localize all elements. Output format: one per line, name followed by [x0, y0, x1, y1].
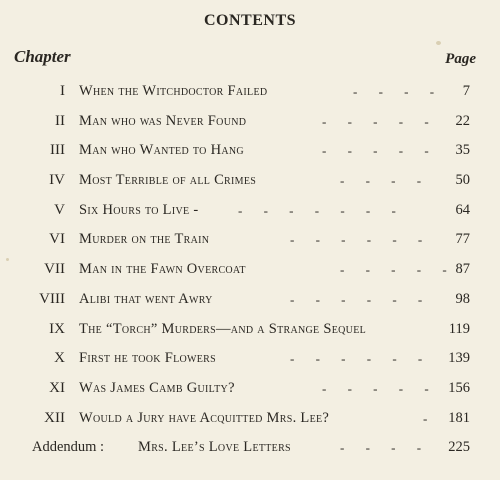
page-number: 35 [455, 142, 470, 159]
chapter-number: X [54, 350, 65, 367]
page-column-header: Page [445, 51, 476, 67]
contents-entry [0, 166, 500, 196]
chapter-title: Six Hours to Live - [79, 201, 199, 218]
chapter-number: I [60, 83, 65, 99]
chapter-title: Was James Camb Guilty? [79, 379, 235, 396]
contents-list [0, 77, 500, 463]
chapter-title: Man who Wanted to Hang [79, 142, 244, 159]
chapter-title: Man in the Fawn Overcoat [79, 261, 246, 278]
page-number: 225 [448, 439, 470, 456]
contents-entry [0, 136, 500, 166]
contents-entry [0, 344, 500, 374]
chapter-title: Murder on the Train [79, 231, 210, 248]
contents-entry [0, 77, 500, 107]
page-title: CONTENTS [203, 12, 297, 29]
chapter-number: XI [49, 379, 65, 396]
page-number: 22 [455, 112, 470, 129]
page-number: 50 [455, 172, 470, 189]
dot-leader: - - - - - - [290, 351, 432, 367]
dot-leader: - - - - - - - [238, 202, 405, 218]
contents-entry [0, 225, 500, 255]
dot-leader: - - - - [340, 440, 431, 456]
page-number: 64 [455, 201, 470, 218]
chapter-number: XII [44, 409, 65, 426]
page-number: 87 [455, 261, 470, 278]
contents-entry [0, 107, 500, 137]
page-number: 119 [448, 320, 470, 337]
page-number: 98 [455, 290, 470, 307]
contents-entry [0, 196, 500, 226]
dot-leader: - - - - - [322, 113, 438, 129]
chapter-number: IX [49, 320, 65, 337]
chapter-number: II [55, 112, 65, 129]
contents-entry [0, 285, 500, 315]
dot-leader: - - - - - [322, 380, 438, 396]
chapter-number: VI [49, 231, 65, 248]
page-number: 7 [462, 83, 470, 99]
chapter-title: When the Witchdoctor Failed [79, 83, 268, 99]
page-number: 156 [448, 379, 470, 396]
page-number: 181 [448, 409, 470, 426]
chapter-number: III [50, 142, 65, 159]
chapter-number: IV [49, 172, 65, 189]
contents-entry [0, 255, 500, 285]
chapter-number: VIII [39, 290, 65, 307]
paper-speck [436, 41, 441, 45]
contents-entry [0, 404, 500, 434]
chapter-column-header: Chapter [14, 47, 71, 66]
dot-leader: - - - - - [340, 262, 456, 278]
dot-leader: - [423, 410, 437, 426]
page-number: 139 [448, 350, 470, 367]
dot-leader: - - - - - - [290, 232, 432, 248]
page-number: 77 [455, 231, 470, 248]
chapter-number: V [54, 201, 65, 218]
chapter-title: First he took Flowers [79, 350, 217, 367]
chapter-title: Most Terrible of all Crimes [79, 172, 257, 189]
addendum-label: Addendum : [32, 439, 105, 456]
contents-entry [0, 374, 500, 404]
chapter-title: Would a Jury have Acquitted Mrs. Lee? [79, 409, 330, 426]
dot-leader: - - - - - [322, 143, 438, 159]
chapter-number: VII [44, 261, 65, 278]
chapter-title: Alibi that went Awry [79, 290, 213, 307]
chapter-title: Man who was Never Found [79, 112, 247, 129]
contents-entry [0, 433, 500, 463]
contents-entry [0, 315, 500, 345]
chapter-title: The “Torch” Murders—and a Strange Sequel [79, 320, 367, 337]
dot-leader: - - - - [353, 84, 444, 99]
chapter-title: Mrs. Lee’s Love Letters [138, 439, 291, 456]
dot-leader: - - - - - - [290, 291, 432, 307]
dot-leader: - - - - [340, 173, 431, 189]
